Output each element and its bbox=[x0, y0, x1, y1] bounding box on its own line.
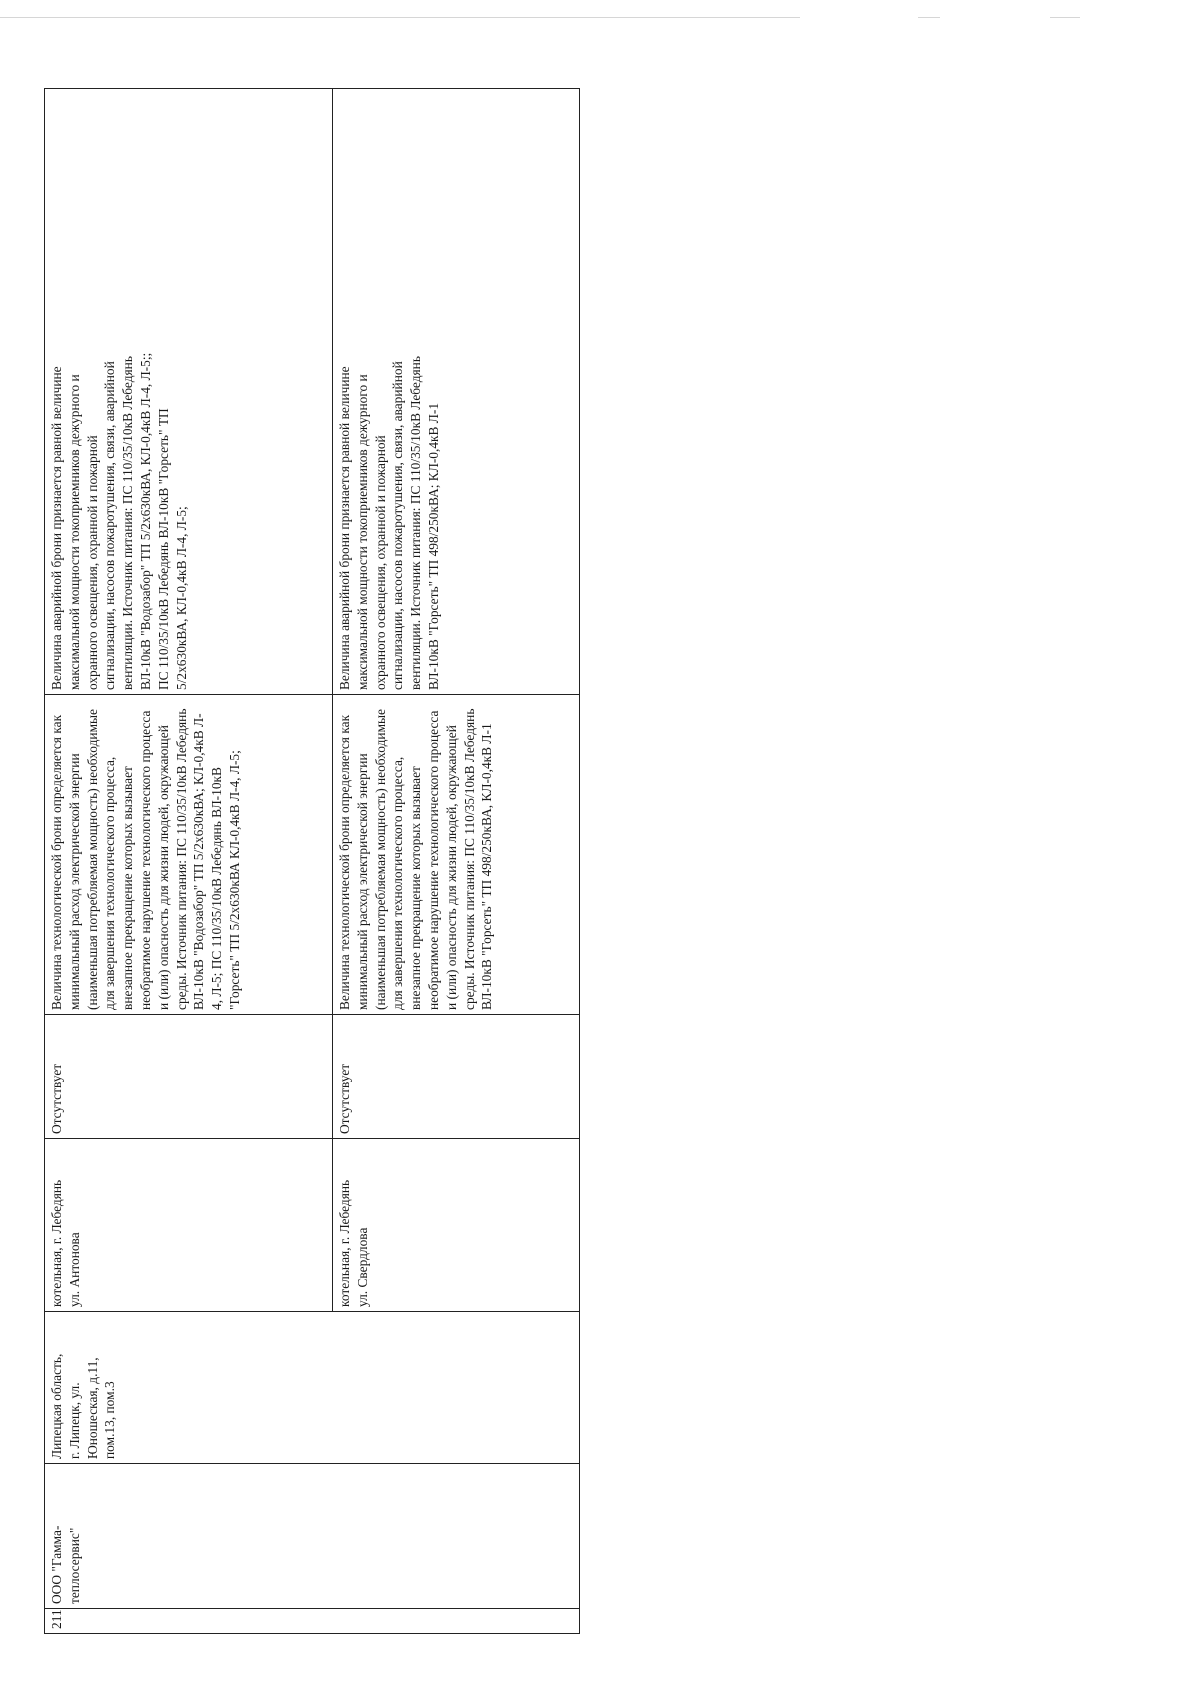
technological-reserve-cell: Величина технологической брони определяется как минимальный расход электрической энергии (наименьшая потребляемая мощность) необходимые для завершения технологического процесса, внезапное прекращение которых вызывает необратимое нарушение технологического процесса и (или) опасность для жизни людей, окружающей среды. Источник питания: ПС 110/35/10кВ Лебедянь ВЛ-10кВ "Водозабор" ТП 5/2х630кВА; КЛ-0,4кВ Л- 4, Л-5; ПС 110/35/10кВ Лебедянь ВЛ-10кВ "Горсеть" ТП 5/2х630кВА КЛ-0,4кВ Л-4, Л-5; bbox=[45, 695, 333, 1015]
object-cell: котельная, г. Лебедянь ул. Антонова bbox=[45, 1139, 333, 1312]
emergency-reserve-cell: Величина аварийной брони признается равной величине максимальной мощности токоприемников дежурного и охранного освещения, охранной и пожарной сигнализации, насосов пожаротушения, связи, аварийной вентиляции. Источник питания: ПС 110/35/10кВ Лебедянь ВЛ-10кВ "Водозабор" ТП 5/2х630кВА, КЛ-0,4кВ Л-4, Л-5;; ПС 110/35/10кВ Лебедянь ВЛ-10кВ "Горсеть" ТП 5/2х630кВА, КЛ-0,4кВ Л-4, Л-5; bbox=[45, 89, 333, 695]
row-number-cell: 211 bbox=[45, 1609, 580, 1634]
technological-reserve-cell: Величина технологической брони определяется как минимальный расход электрической энергии (наименьшая потребляемая мощность) необходимые для завершения технологического процесса, внезапное прекращение которых вызывает необратимое нарушение технологического процесса и (или) опасность для жизни людей, окружающей среды. Источник питания: ПС 110/35/10кВ Лебедянь ВЛ-10кВ "Горсеть" ТП 498/250кВА, КЛ-0,4кВ Л-1 bbox=[333, 695, 580, 1015]
rotated-document-table bbox=[44, 89, 579, 1634]
organization-cell: ООО "Гамма- теплосервис" bbox=[45, 1464, 580, 1609]
address-cell: Липецкая область, г. Липецк, ул. Юношеская, д.11, пом.13, пом.3 bbox=[45, 1312, 333, 1464]
scan-edge-mark bbox=[918, 17, 940, 18]
table-row bbox=[333, 89, 580, 1634]
address-cell-empty bbox=[333, 1312, 580, 1464]
table-row bbox=[45, 89, 333, 1634]
scan-edge-mark bbox=[1050, 17, 1080, 18]
reserve-cell: Отсутствует bbox=[45, 1015, 333, 1139]
emergency-reserve-cell: Величина аварийной брони признается равной величине максимальной мощности токоприемников дежурного и охранного освещения, охранной и пожарной сигнализации, насосов пожаротушения, связи, аварийной вентиляции. Источник питания: ПС 110/35/10кВ Лебедянь ВЛ-10кВ "Горсеть" ТП 498/250кВА; КЛ-0,4кВ Л-1 bbox=[333, 89, 580, 695]
object-cell: котельная, г. Лебедянь ул. Свердлова bbox=[333, 1139, 580, 1312]
power-reserve-table bbox=[44, 88, 580, 1634]
reserve-cell: Отсутствует bbox=[333, 1015, 580, 1139]
scan-edge-mark bbox=[0, 17, 800, 18]
